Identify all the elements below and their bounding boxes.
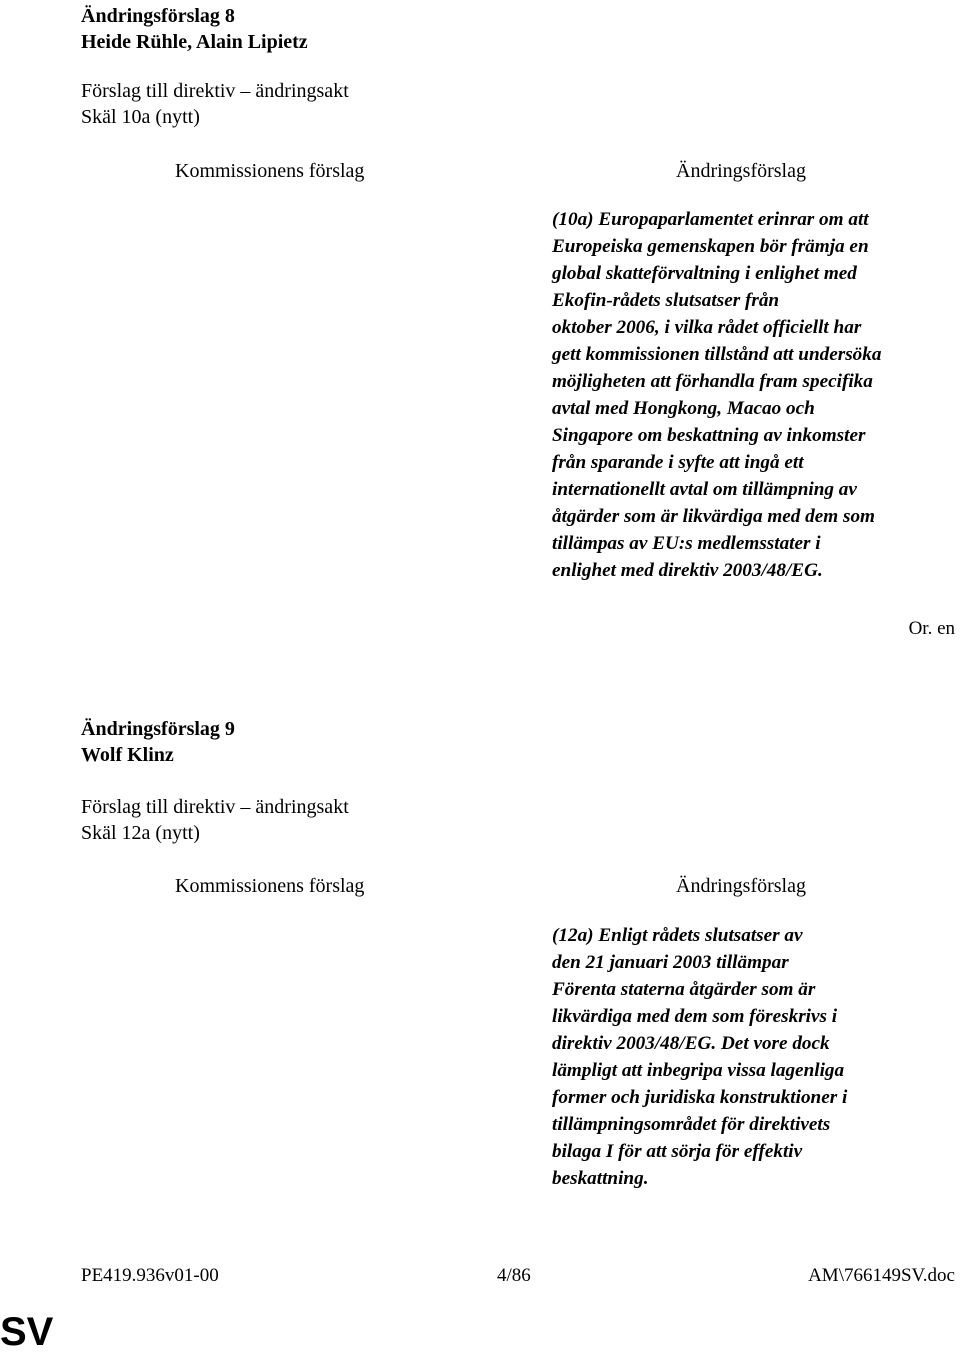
amendment-heading: Ändringsförslag <box>676 160 806 182</box>
footer-page-number: 4/86 <box>497 1265 531 1286</box>
amendment-8-reference <box>81 78 349 130</box>
commission-proposal-heading: Kommissionens förslag <box>175 875 365 897</box>
amendment-9-header <box>81 716 235 768</box>
amendment-text-line: (12a) Enligt rådets slutsatser av <box>552 925 803 946</box>
amendment-text-line: Europeiska gemenskapen bör främja en <box>552 236 869 257</box>
amendment-text-line: enlighet med direktiv 2003/48/EG. <box>552 560 823 581</box>
amendment-text-line: oktober 2006, i vilka rådet officiellt har <box>552 317 862 338</box>
amendment-text-line: beskattning. <box>552 1168 649 1189</box>
amendment-text-line: direktiv 2003/48/EG. Det vore dock <box>552 1033 830 1054</box>
amendment-text-line: möjligheten att förhandla fram specifika <box>552 371 873 392</box>
amendment-authors: Heide Rühle, Alain Lipietz <box>81 31 308 53</box>
commission-proposal-heading: Kommissionens förslag <box>175 160 365 182</box>
amendment-authors: Wolf Klinz <box>81 744 174 766</box>
recital-label: Skäl 12a (nytt) <box>81 822 200 844</box>
amendment-text-line: avtal med Hongkong, Macao och <box>552 398 815 419</box>
amendment-text-line: lämpligt att inbegripa vissa lagenliga <box>552 1060 845 1081</box>
amendment-text-line: global skatteförvaltning i enlighet med <box>552 263 857 284</box>
amendment-text-line: Förenta staterna åtgärder som är <box>552 979 816 1000</box>
amendment-text-line: Singapore om beskattning av inkomster <box>552 425 866 446</box>
amendment-title: Ändringsförslag 9 <box>81 718 235 740</box>
amendment-text-line: från sparande i syfte att ingå ett <box>552 452 804 473</box>
amendment-text-line: Ekofin-rådets slutsatser från <box>552 290 780 311</box>
footer-doc-ref: PE419.936v01-00 <box>81 1265 219 1286</box>
amendment-9-text <box>552 922 847 1192</box>
amendment-heading: Ändringsförslag <box>676 875 806 897</box>
amendment-text-line: tillämpas av EU:s medlemsstater i <box>552 533 821 554</box>
amendment-9-reference <box>81 794 349 846</box>
proposal-type: Förslag till direktiv – ändringsakt <box>81 796 349 818</box>
recital-label: Skäl 10a (nytt) <box>81 106 200 128</box>
amendment-text-line: former och juridiska konstruktioner i <box>552 1087 848 1108</box>
footer-file-name: AM\766149SV.doc <box>808 1265 955 1286</box>
proposal-type: Förslag till direktiv – ändringsakt <box>81 80 349 102</box>
original-language: Or. en <box>908 618 955 639</box>
amendment-8-text <box>552 206 881 584</box>
amendment-text-line: gett kommissionen tillstånd att undersöka <box>552 344 882 365</box>
amendment-text-line: bilaga I för att sörja för effektiv <box>552 1141 803 1162</box>
amendment-text-line: likvärdiga med dem som föreskrivs i <box>552 1006 838 1027</box>
amendment-text-line: den 21 januari 2003 tillämpar <box>552 952 789 973</box>
amendment-text-line: internationellt avtal om tillämpning av <box>552 479 857 500</box>
amendment-text-line: (10a) Europaparlamentet erinrar om att <box>552 209 869 230</box>
amendment-text-line: åtgärder som är likvärdiga med dem som <box>552 506 875 527</box>
amendment-title: Ändringsförslag 8 <box>81 5 235 27</box>
amendment-8-header <box>81 3 308 55</box>
amendment-text-line: tillämpningsområdet för direktivets <box>552 1114 831 1135</box>
language-code: SV <box>0 1310 54 1354</box>
